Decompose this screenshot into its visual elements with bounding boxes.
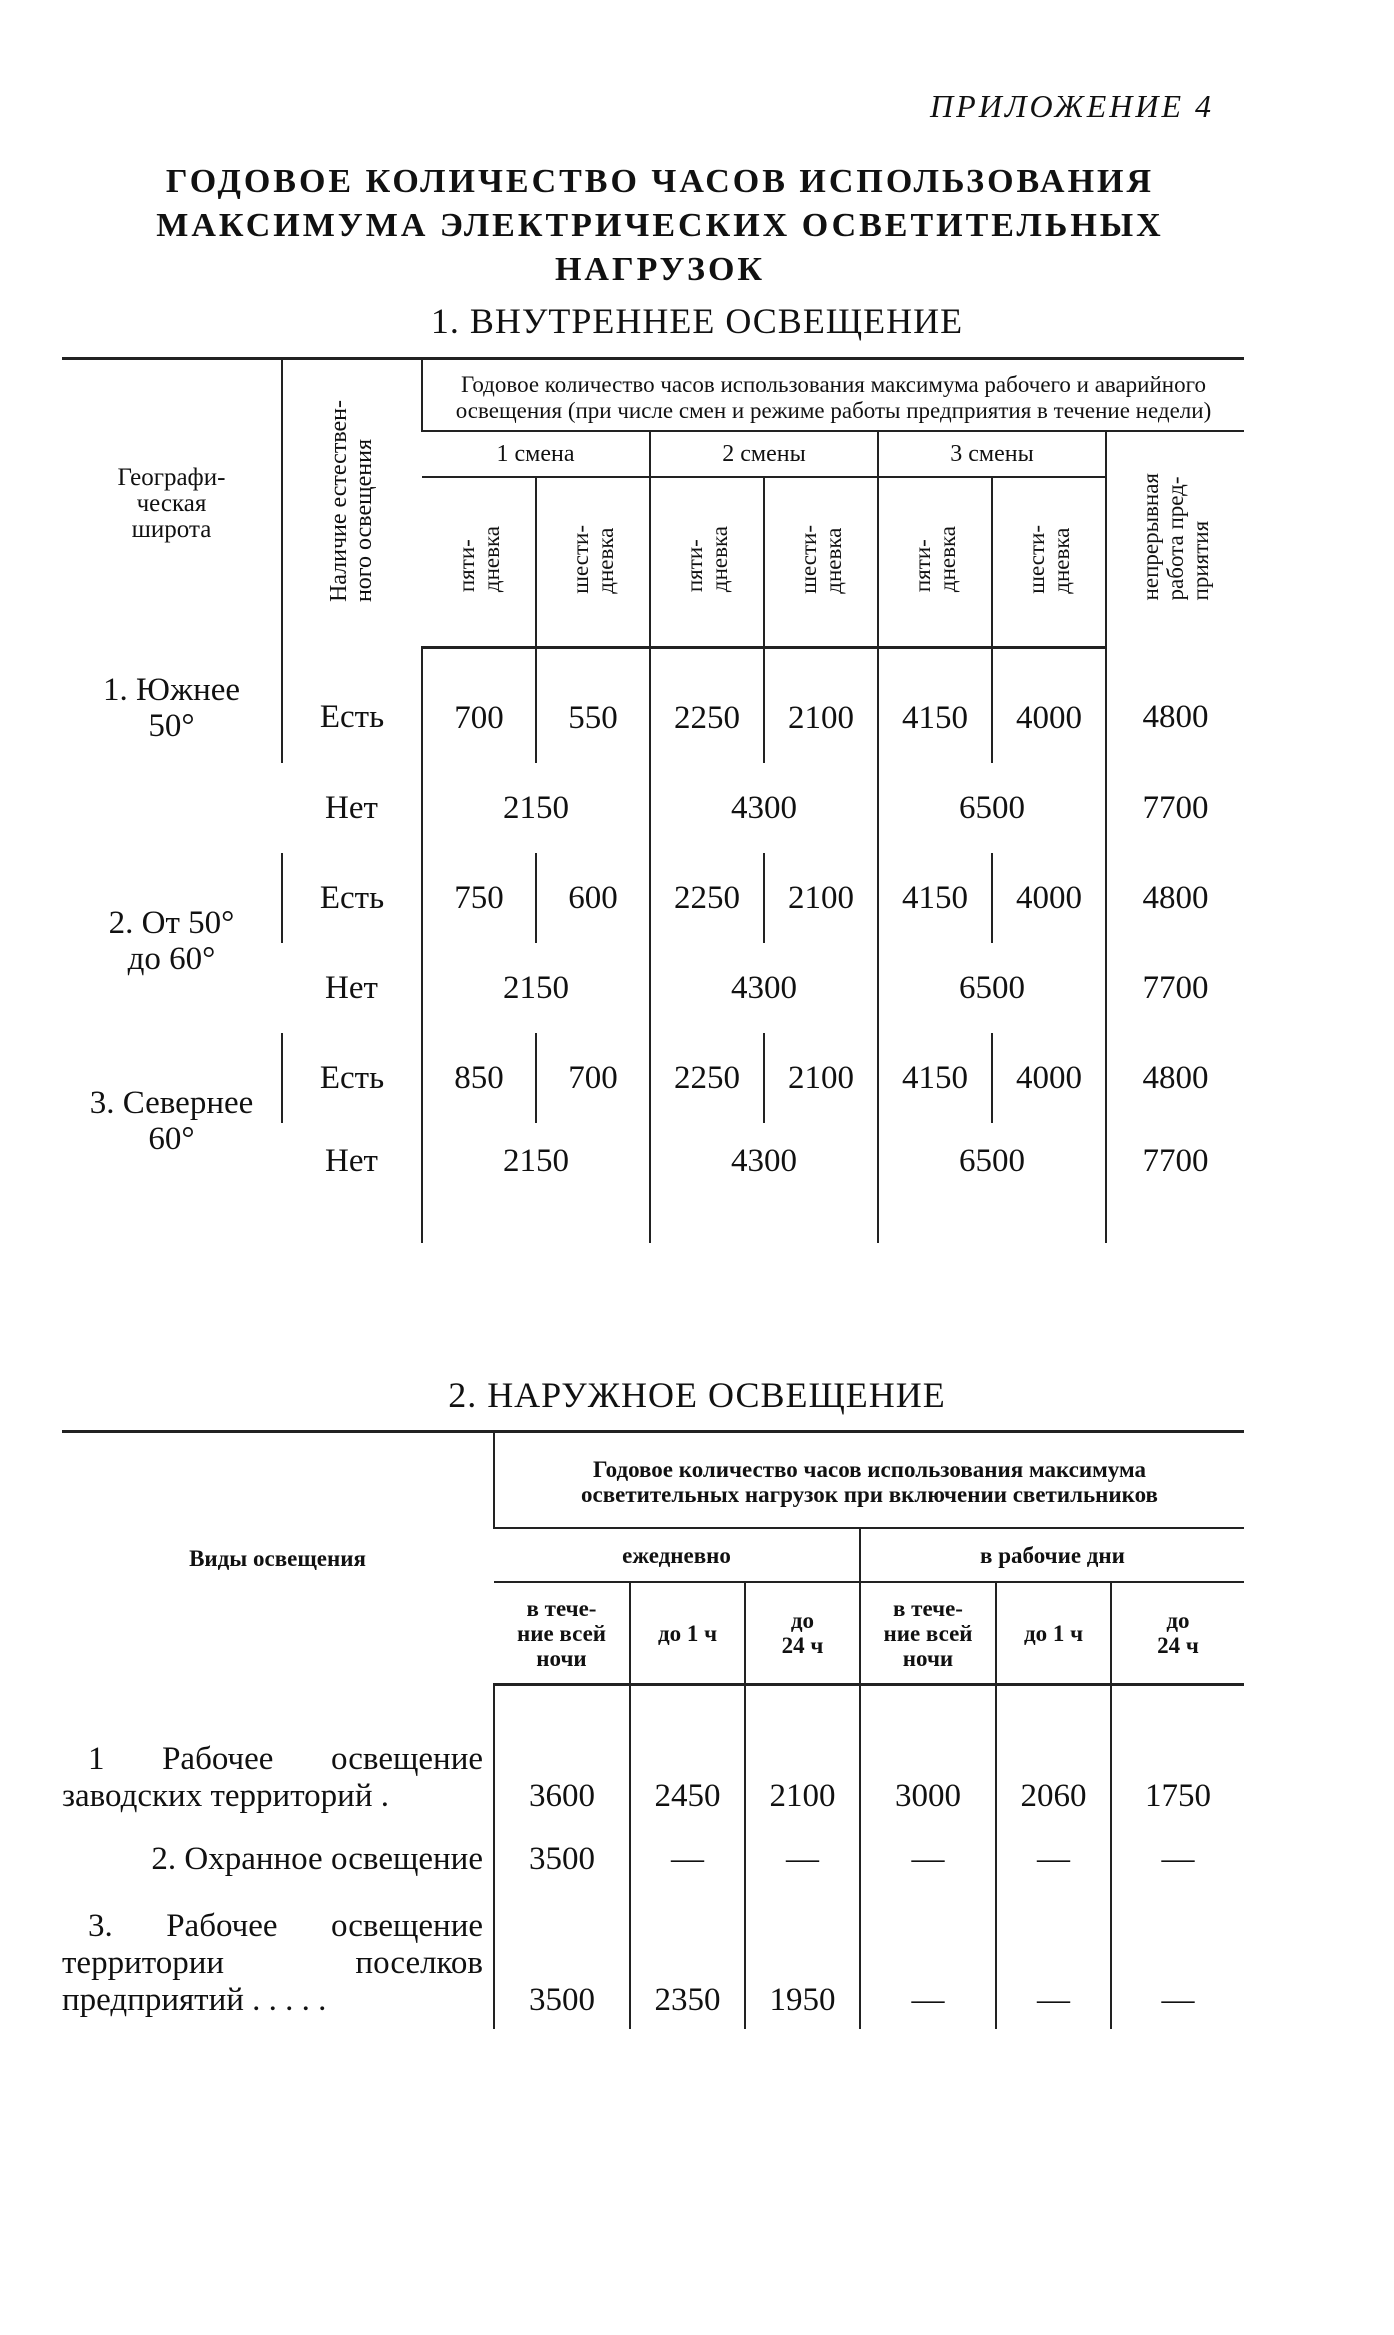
value-cell: 7700 xyxy=(1106,1123,1244,1243)
kind-cell: 1 Рабочее освещение заводских территорий . xyxy=(62,1740,483,1814)
header-to-24h: до 24 ч xyxy=(745,1582,860,1685)
value-cell: — xyxy=(996,1825,1111,1888)
title-line: НАГРУЗОК xyxy=(554,251,766,288)
header-six-day: шести- дневка xyxy=(764,477,878,648)
header-continuous: непрерывная работа пред- приятия xyxy=(1106,431,1244,648)
table-row xyxy=(62,1685,1244,1825)
indoor-lighting-table xyxy=(62,357,1244,1243)
value-cell: 3600 xyxy=(494,1685,630,1825)
value-cell: 7700 xyxy=(1106,943,1244,1033)
value-cell: 2060 xyxy=(996,1685,1111,1825)
header-hours-group: Годовое количество часов использования максимума рабочего и аварийного освещения (при числе смен и режиме работы предприятия в течение недели) xyxy=(422,359,1244,432)
header-to-1h: до 1 ч xyxy=(996,1582,1111,1685)
value-cell: 2100 xyxy=(764,853,878,943)
latitude-cell: 1. Южнее 50° xyxy=(102,671,241,744)
table-row xyxy=(62,1825,1244,1888)
value-cell: 2350 xyxy=(630,1888,745,2029)
value-cell: 4300 xyxy=(650,763,878,853)
value-cell: — xyxy=(745,1825,860,1888)
header-shift3: 3 смены xyxy=(878,431,1106,477)
header-all-night: в тече- ние всей ночи xyxy=(494,1582,630,1685)
value-cell: 4800 xyxy=(1106,648,1244,764)
table-row xyxy=(62,648,1244,764)
header-five-day: пяти- дневка xyxy=(650,477,764,648)
value-cell: 2100 xyxy=(745,1685,860,1825)
natural-light-cell: Есть xyxy=(282,853,422,943)
value-cell: 6500 xyxy=(878,1123,1106,1243)
header-to-1h: до 1 ч xyxy=(630,1582,745,1685)
value-cell: 4150 xyxy=(878,1033,992,1123)
header-shift2: 2 смены xyxy=(650,431,878,477)
header-shift1: 1 смена xyxy=(422,431,650,477)
latitude-cell: 2. От 50° до 60° xyxy=(108,905,235,977)
value-cell: 3000 xyxy=(860,1685,996,1825)
value-cell: 3500 xyxy=(494,1825,630,1888)
value-cell: — xyxy=(860,1825,996,1888)
natural-light-cell: Есть xyxy=(282,1033,422,1123)
natural-light-cell: Есть xyxy=(282,648,422,764)
value-cell: 2100 xyxy=(764,1033,878,1123)
section2-title: 2. НАРУЖНОЕ ОСВЕЩЕНИЕ xyxy=(448,1375,946,1415)
value-cell: 550 xyxy=(536,648,650,764)
value-cell: — xyxy=(630,1825,745,1888)
value-cell: 700 xyxy=(536,1033,650,1123)
header-workdays: в рабочие дни xyxy=(860,1528,1244,1582)
value-cell: 4300 xyxy=(650,1123,878,1243)
table-row xyxy=(62,853,1244,943)
table-row xyxy=(62,1033,1244,1123)
header-hours-group: Годовое количество часов использования максимума осветительных нагрузок при включении светильников xyxy=(494,1432,1244,1529)
header-all-night: в тече- ние всей ночи xyxy=(860,1582,996,1685)
value-cell: 6500 xyxy=(878,763,1106,853)
value-cell: 2150 xyxy=(422,1123,650,1243)
value-cell: 6500 xyxy=(878,943,1106,1033)
section1-title: 1. ВНУТРЕННЕЕ ОСВЕЩЕНИЕ xyxy=(430,301,964,341)
header-five-day: пяти- дневка xyxy=(422,477,536,648)
table-row xyxy=(62,1888,1244,2029)
header-latitude: Географи- ческая широта xyxy=(62,359,282,648)
value-cell: 700 xyxy=(422,648,536,764)
page-title xyxy=(130,160,1190,292)
value-cell: 4000 xyxy=(992,853,1106,943)
value-cell: 1750 xyxy=(1111,1685,1244,1825)
natural-light-cell: Нет xyxy=(325,789,378,826)
value-cell: 4150 xyxy=(878,648,992,764)
value-cell: 2450 xyxy=(630,1685,745,1825)
value-cell: 4000 xyxy=(992,648,1106,764)
value-cell: 4150 xyxy=(878,853,992,943)
value-cell: — xyxy=(996,1888,1111,2029)
header-natural-light: Наличие естествен- ного освещения xyxy=(282,359,422,648)
header-five-day: пяти- дневка xyxy=(878,477,992,648)
header-six-day: шести- дневка xyxy=(992,477,1106,648)
value-cell: 1950 xyxy=(745,1888,860,2029)
value-cell: 2250 xyxy=(650,648,764,764)
natural-light-cell: Нет xyxy=(325,1143,378,1179)
value-cell: 4800 xyxy=(1106,1033,1244,1123)
natural-light-cell: Нет xyxy=(325,969,378,1006)
header-six-day: шести- дневка xyxy=(536,477,650,648)
appendix-label: ПРИЛОЖЕНИЕ 4 xyxy=(930,88,1214,124)
title-line: МАКСИМУМА ЭЛЕКТРИЧЕСКИХ ОСВЕТИТЕЛЬНЫХ xyxy=(156,207,1164,244)
value-cell: 4800 xyxy=(1106,853,1244,943)
value-cell: — xyxy=(1111,1888,1244,2029)
value-cell: 2150 xyxy=(422,763,650,853)
kind-cell: 2. Охранное освещение xyxy=(151,1840,483,1877)
header-kinds: Виды освещения xyxy=(62,1432,494,1685)
value-cell: 600 xyxy=(536,853,650,943)
value-cell: 7700 xyxy=(1106,763,1244,853)
header-to-24h: до 24 ч xyxy=(1111,1582,1244,1685)
value-cell: — xyxy=(860,1888,996,2029)
value-cell: 850 xyxy=(422,1033,536,1123)
value-cell: 4300 xyxy=(650,943,878,1033)
title-line: ГОДОВОЕ КОЛИЧЕСТВО ЧАСОВ ИСПОЛЬЗОВАНИЯ xyxy=(165,163,1155,200)
value-cell: 750 xyxy=(422,853,536,943)
value-cell: 2250 xyxy=(650,1033,764,1123)
value-cell: 4000 xyxy=(992,1033,1106,1123)
value-cell: 3500 xyxy=(494,1888,630,2029)
value-cell: 2250 xyxy=(650,853,764,943)
value-cell: 2150 xyxy=(422,943,650,1033)
header-daily: ежедневно xyxy=(494,1528,860,1582)
outdoor-lighting-table xyxy=(62,1430,1244,2029)
value-cell: 2100 xyxy=(764,648,878,764)
value-cell: — xyxy=(1111,1825,1244,1888)
latitude-cell: 3. Севернее 60° xyxy=(89,1085,254,1157)
kind-cell: 3. Рабочее освещение территории поселков предприятий . . . . . xyxy=(62,1907,483,2018)
